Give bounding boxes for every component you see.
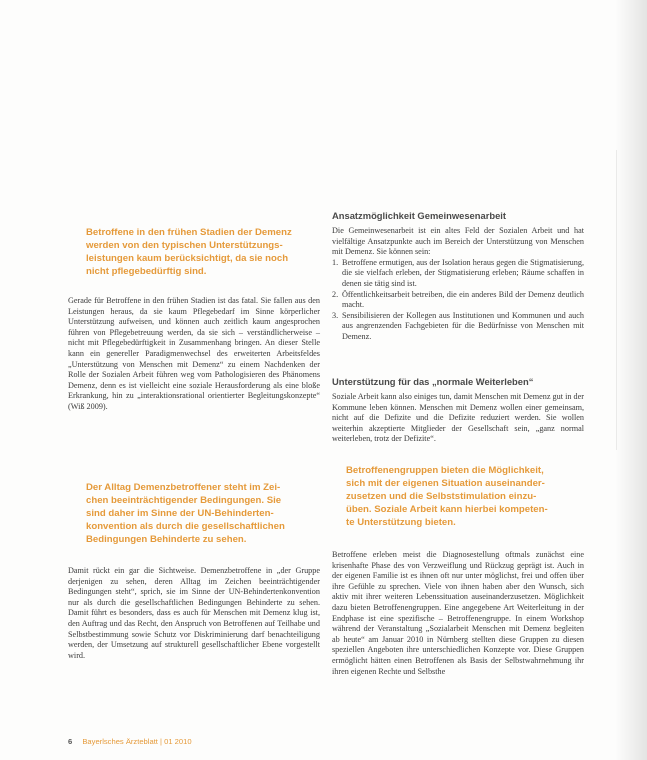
list-item-text: Betroffene ermutigen, aus der Isolation heraus gegen die Stigmatisierung, die sie vielfach erleben, der Stigmatisierung erleben; Räume schaffen in denen sie tätig sind ist. [342, 257, 584, 288]
pullquote-left-1 [86, 226, 316, 278]
list-number: 3. [332, 310, 339, 320]
body-text: Die Gemeinwesenarbeit ist ein altes Feld der Sozialen Arbeit und hat vielfältige Ansatzpunkte auch im Bereich der Unterstützung von Menschen mit Demenz. Sie können sein: [332, 226, 584, 257]
body-text: Damit rückt ein gar die Sichtweise. Demenzbetroffene in „der Gruppe derjenigen zu sehen, deren Alltag im Zeichen beeinträchtigender Bedingungen steht“, sprich, sie im Sinne der UN-Behindertenkonvention nur als durch die gesellschaftlichen Bedingungen Behinderte zu sehen. Damit führt es besonders, dass es auch für Menschen mit Demenz klug ist, den Auftrag und das Recht, den Anspruch von Betroffenen auf Teilhabe und Selbstbestimmung sowie Schutz vor Diskriminierung darf benachteiligung werden, der Umsetzung auf strukturell gesellschaftlicher Ebene vorgestellt wird. [68, 566, 320, 660]
body-text: Gerade für Betroffene in den frühen Stadien ist das fatal. Sie fallen aus den Leistungen heraus, da sie kaum Pflegebedarf im Sinne körperlicher Unterstützung aufweisen, und können auch zeitlich kaum angesprochen führen von Pflegebetreuung werden, da sie sich – verständlicherweise – nicht mit Pflegebedürftigkeit in Zusammenhang bringen. An dieser Stelle kann ein genereller Paradigmenwechsel des erweiterten Arbeitsfeldes „Unterstützung von Menschen mit Demenz“ zu einem Nachdenken der Rolle der Sozialen Arbeit führen weg vom Pathologisieren des Phänomens Demenz, denn es ist vielleicht eine soziale Herausforderung als eine bloße Erkrankung, hin zu „interaktionsrational orientierter Begleitungskonzepte“ (Wiß 2009). [68, 296, 320, 411]
pullquote-line: üben. Soziale Arbeit kann hierbei kompeten- [346, 504, 548, 515]
pullquote-line: Bedingungen Behinderte zu sehen. [86, 534, 247, 545]
left-paragraph-1 [68, 296, 320, 413]
page-edge-shadow [615, 0, 647, 760]
page-footer [68, 737, 192, 746]
section-heading-1: Ansatzmöglichkeit Gemeinwesenarbeit [332, 210, 507, 221]
right-paragraph-3 [332, 550, 584, 677]
pullquote-right [346, 464, 586, 529]
numbered-list [332, 258, 584, 343]
pullquote-line: chen beeinträchtigender Bedingungen. Sie [86, 495, 282, 506]
section-heading-2: Unterstützung für das „normale Weiterleben“ [332, 376, 534, 387]
body-text: Betroffene erleben meist die Diagnosestellung oftmals zunächst eine krisenhafte Phase des von Verzweiflung und Rückzug geprägt ist. Auch in der eigenen Familie ist es ihnen oft nur unter möglichst, frei und offen über ihre Gefühle zu sprechen. Viele von ihnen haben aber den Wunsch, sich aktiv mit ihrer weiteren Lebenssituation auseinanderzusetzen. Möglichkeit dazu bieten Betroffenengruppen. Eine angegebene Art Weiterleitung in der Endphase ist eine spezifische – Betroffenengruppe. In einem Workshop während der Veranstaltung „Sozialarbeit Menschen mit Demenz begleiten ab heute“ am Januar 2010 in Nürnberg stellten diese Gruppen zu diesen speziellen Angeboten ihre unterschiedlichen Konzepte vor. Diese Gruppen ermöglicht hätten einen Betroffenen als Basis der Selbstwahrnehmung ihr ihren eigenen Rechte und Selbsthe [332, 550, 584, 676]
left-paragraph-2 [68, 566, 320, 661]
list-item [332, 290, 584, 311]
list-number: 1. [332, 257, 339, 267]
pullquote-line: sich mit der eigenen Situation auseinander- [346, 478, 545, 489]
pullquote-line: konvention als durch die gesellschaftlichen [86, 521, 285, 532]
page-number: 6 [68, 737, 73, 746]
right-paragraph-1 [332, 226, 584, 343]
pullquote-line: leistungen kaum berücksichtigt, da sie noch [86, 253, 289, 264]
pullquote-left-2 [86, 481, 318, 546]
list-item-text: Sensibilisieren der Kollegen aus Institutionen und Kommunen und auch aus angrenzenden Fachgebieten für die Bedürfnisse von Menschen mit Demenz. [342, 310, 584, 341]
body-text: Soziale Arbeit kann also einiges tun, damit Menschen mit Demenz gut in der Kommune leben können. Menschen mit Demenz wollen einer gemeinsam, nicht auf die Defizite und die Defizite reduziert werden. Sie wollen weiterhin akzeptierte Mitglieder der Gesellschaft sein, „ganz normal weiterleben, trotz der Defizite“. [332, 392, 584, 444]
list-item [332, 258, 584, 290]
pullquote-line: zusetzen und die Selbststimulation einzu- [346, 491, 537, 502]
page-fold-line [616, 150, 617, 450]
pullquote-line: Betroffenengruppen bieten die Möglichkeit, [346, 465, 544, 476]
list-number: 2. [332, 289, 339, 299]
pullquote-line: te Unterstützung bieten. [346, 517, 456, 528]
pullquote-line: sind daher im Sinne der UN-Behinderten- [86, 508, 274, 519]
list-item-text: Öffentlichkeitsarbeit betreiben, die ein anderes Bild der Demenz deutlich macht. [342, 289, 584, 310]
pullquote-line: Der Alltag Demenzbetroffener steht im Zei- [86, 482, 281, 493]
pullquote-line: werden von den typischen Unterstützungs- [86, 240, 283, 251]
magazine-name: Bayerlsches Ärzteblatt | 01 2010 [82, 737, 192, 746]
pullquote-line: nicht pflegebedürftig sind. [86, 266, 207, 277]
pullquote-line: Betroffene in den frühen Stadien der Demenz [86, 227, 292, 238]
right-paragraph-2 [332, 392, 584, 445]
list-item [332, 311, 584, 343]
